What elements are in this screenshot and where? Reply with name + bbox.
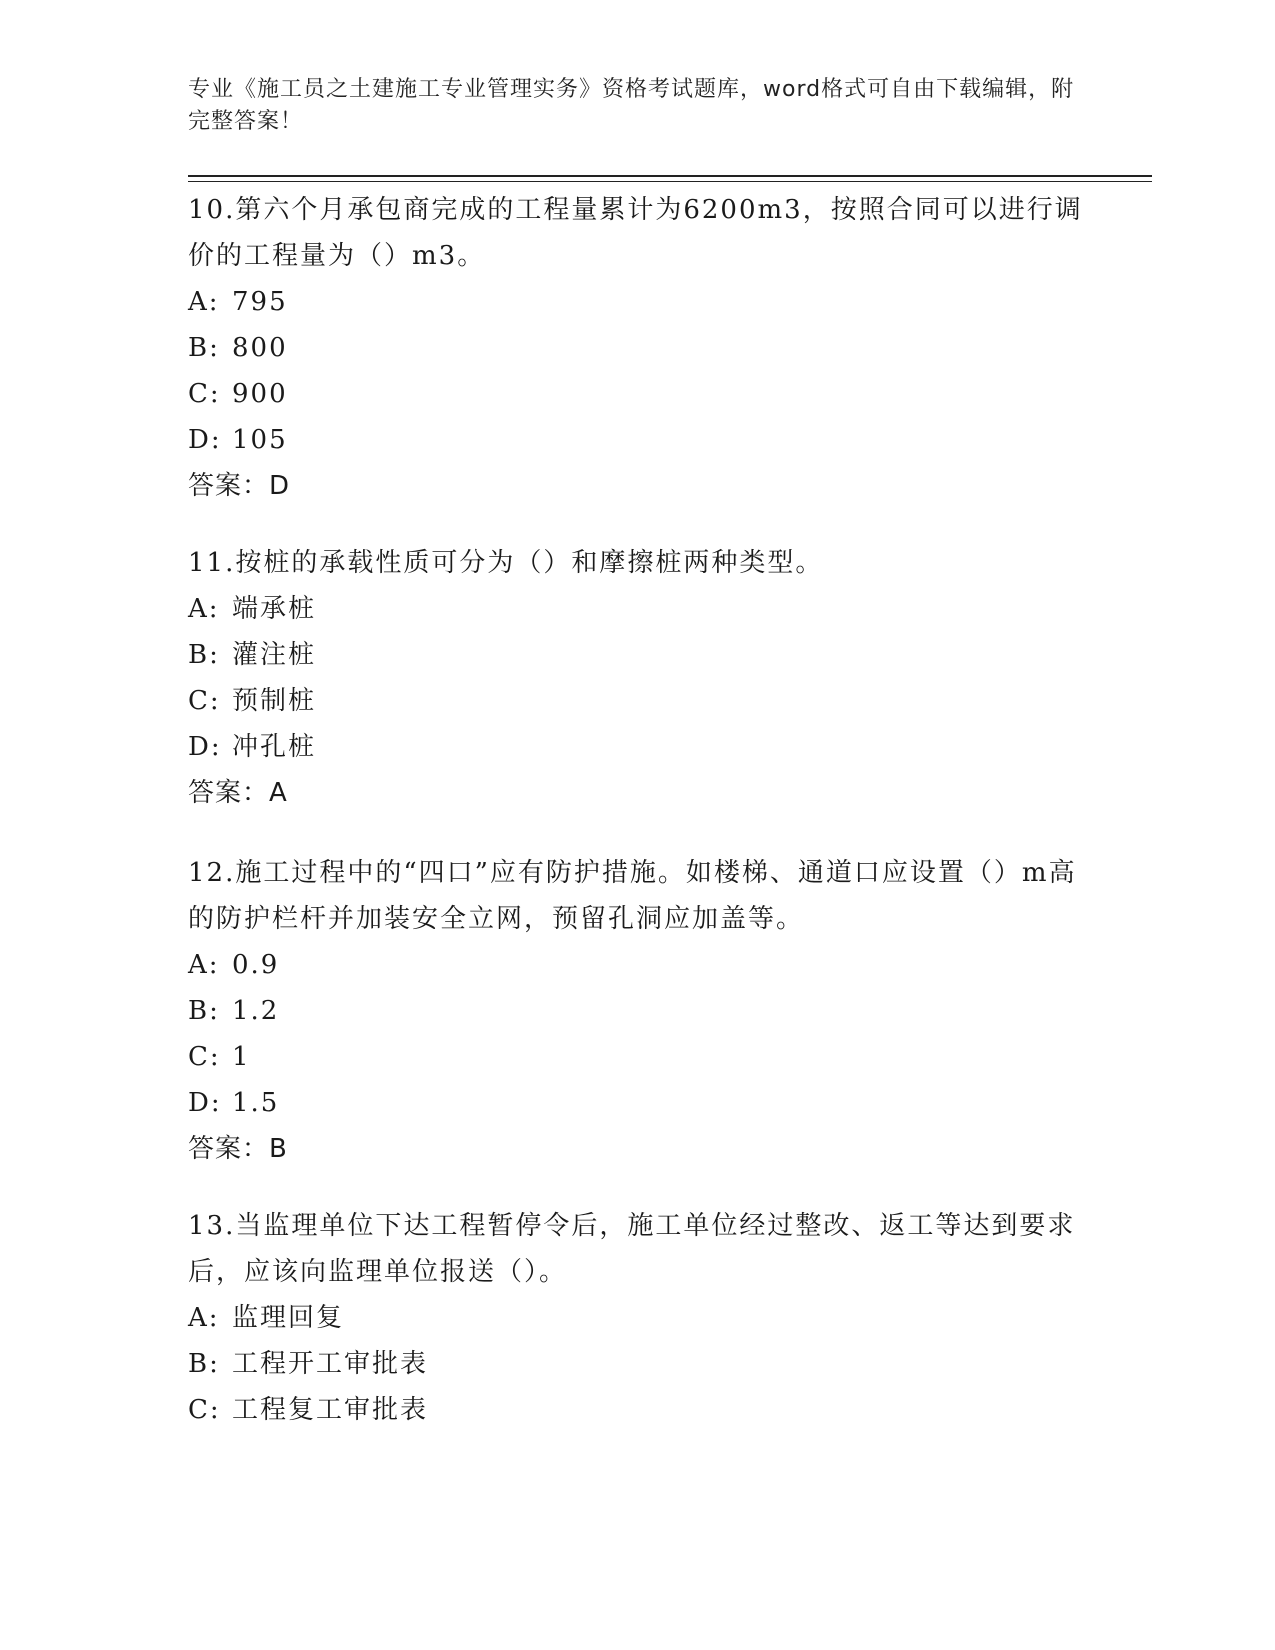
option-text: 灌注桩	[232, 640, 317, 670]
option-label: D:	[188, 425, 222, 455]
option-label: B:	[188, 333, 220, 363]
option-text: 900	[232, 379, 288, 409]
option-c	[188, 678, 1088, 724]
option-label: B:	[188, 640, 220, 670]
option-text: 105	[232, 425, 288, 455]
option-a	[188, 1295, 1088, 1341]
option-text: 795	[232, 287, 288, 317]
question-13	[188, 1203, 1088, 1433]
question-12	[188, 850, 1088, 1172]
header-divider-thin	[188, 181, 1152, 182]
option-text: 预制桩	[232, 686, 317, 716]
header-divider-thick	[188, 175, 1152, 177]
option-text: 800	[232, 333, 288, 363]
option-d	[188, 724, 1088, 770]
option-label: A:	[188, 1303, 220, 1333]
option-text: 端承桩	[232, 594, 317, 624]
option-text: 1.2	[232, 996, 280, 1026]
option-b	[188, 1341, 1088, 1387]
question-10	[188, 187, 1088, 509]
option-label: A:	[188, 287, 220, 317]
option-label: C:	[188, 1395, 221, 1425]
option-b	[188, 325, 1088, 371]
question-11	[188, 540, 1088, 816]
option-text: 冲孔桩	[232, 732, 317, 762]
option-text: 0.9	[232, 950, 280, 980]
option-label: B:	[188, 996, 220, 1026]
option-label: D:	[188, 732, 222, 762]
option-text: 监理回复	[232, 1303, 345, 1333]
option-label: C:	[188, 686, 221, 716]
answer: 答案：D	[188, 471, 291, 501]
option-label: C:	[188, 379, 221, 409]
option-c	[188, 1034, 1088, 1080]
option-label: D:	[188, 1088, 222, 1118]
option-text: 1	[232, 1042, 251, 1072]
option-c	[188, 371, 1088, 417]
option-a	[188, 279, 1088, 325]
option-label: C:	[188, 1042, 221, 1072]
answer: 答案：B	[188, 1134, 288, 1164]
option-b	[188, 988, 1088, 1034]
option-label: B:	[188, 1349, 220, 1379]
question-stem: 12.施工过程中的“四口”应有防护措施。如楼梯、通道口应设置（）m高的防护栏杆并加装安全立网，预留孔洞应加盖等。	[188, 858, 1077, 934]
option-text: 1.5	[232, 1088, 280, 1118]
option-d	[188, 1080, 1088, 1126]
option-a	[188, 942, 1088, 988]
option-label: A:	[188, 950, 220, 980]
document-header: 专业《施工员之土建施工专业管理实务》资格考试题库，word格式可自由下载编辑，附完整答案！	[188, 77, 1075, 134]
option-c	[188, 1387, 1088, 1433]
question-stem: 10.第六个月承包商完成的工程量累计为6200m3，按照合同可以进行调价的工程量为（）m3。	[188, 195, 1083, 271]
question-stem: 13.当监理单位下达工程暂停令后，施工单位经过整改、返工等达到要求后，应该向监理单位报送（）。	[188, 1211, 1076, 1287]
option-text: 工程开工审批表	[232, 1349, 429, 1379]
option-label: A:	[188, 594, 220, 624]
question-stem: 11.按桩的承载性质可分为（）和摩擦桩两种类型。	[188, 548, 824, 578]
option-d	[188, 417, 1088, 463]
answer: 答案：A	[188, 778, 288, 808]
option-text: 工程复工审批表	[232, 1395, 429, 1425]
option-a	[188, 586, 1088, 632]
option-b	[188, 632, 1088, 678]
